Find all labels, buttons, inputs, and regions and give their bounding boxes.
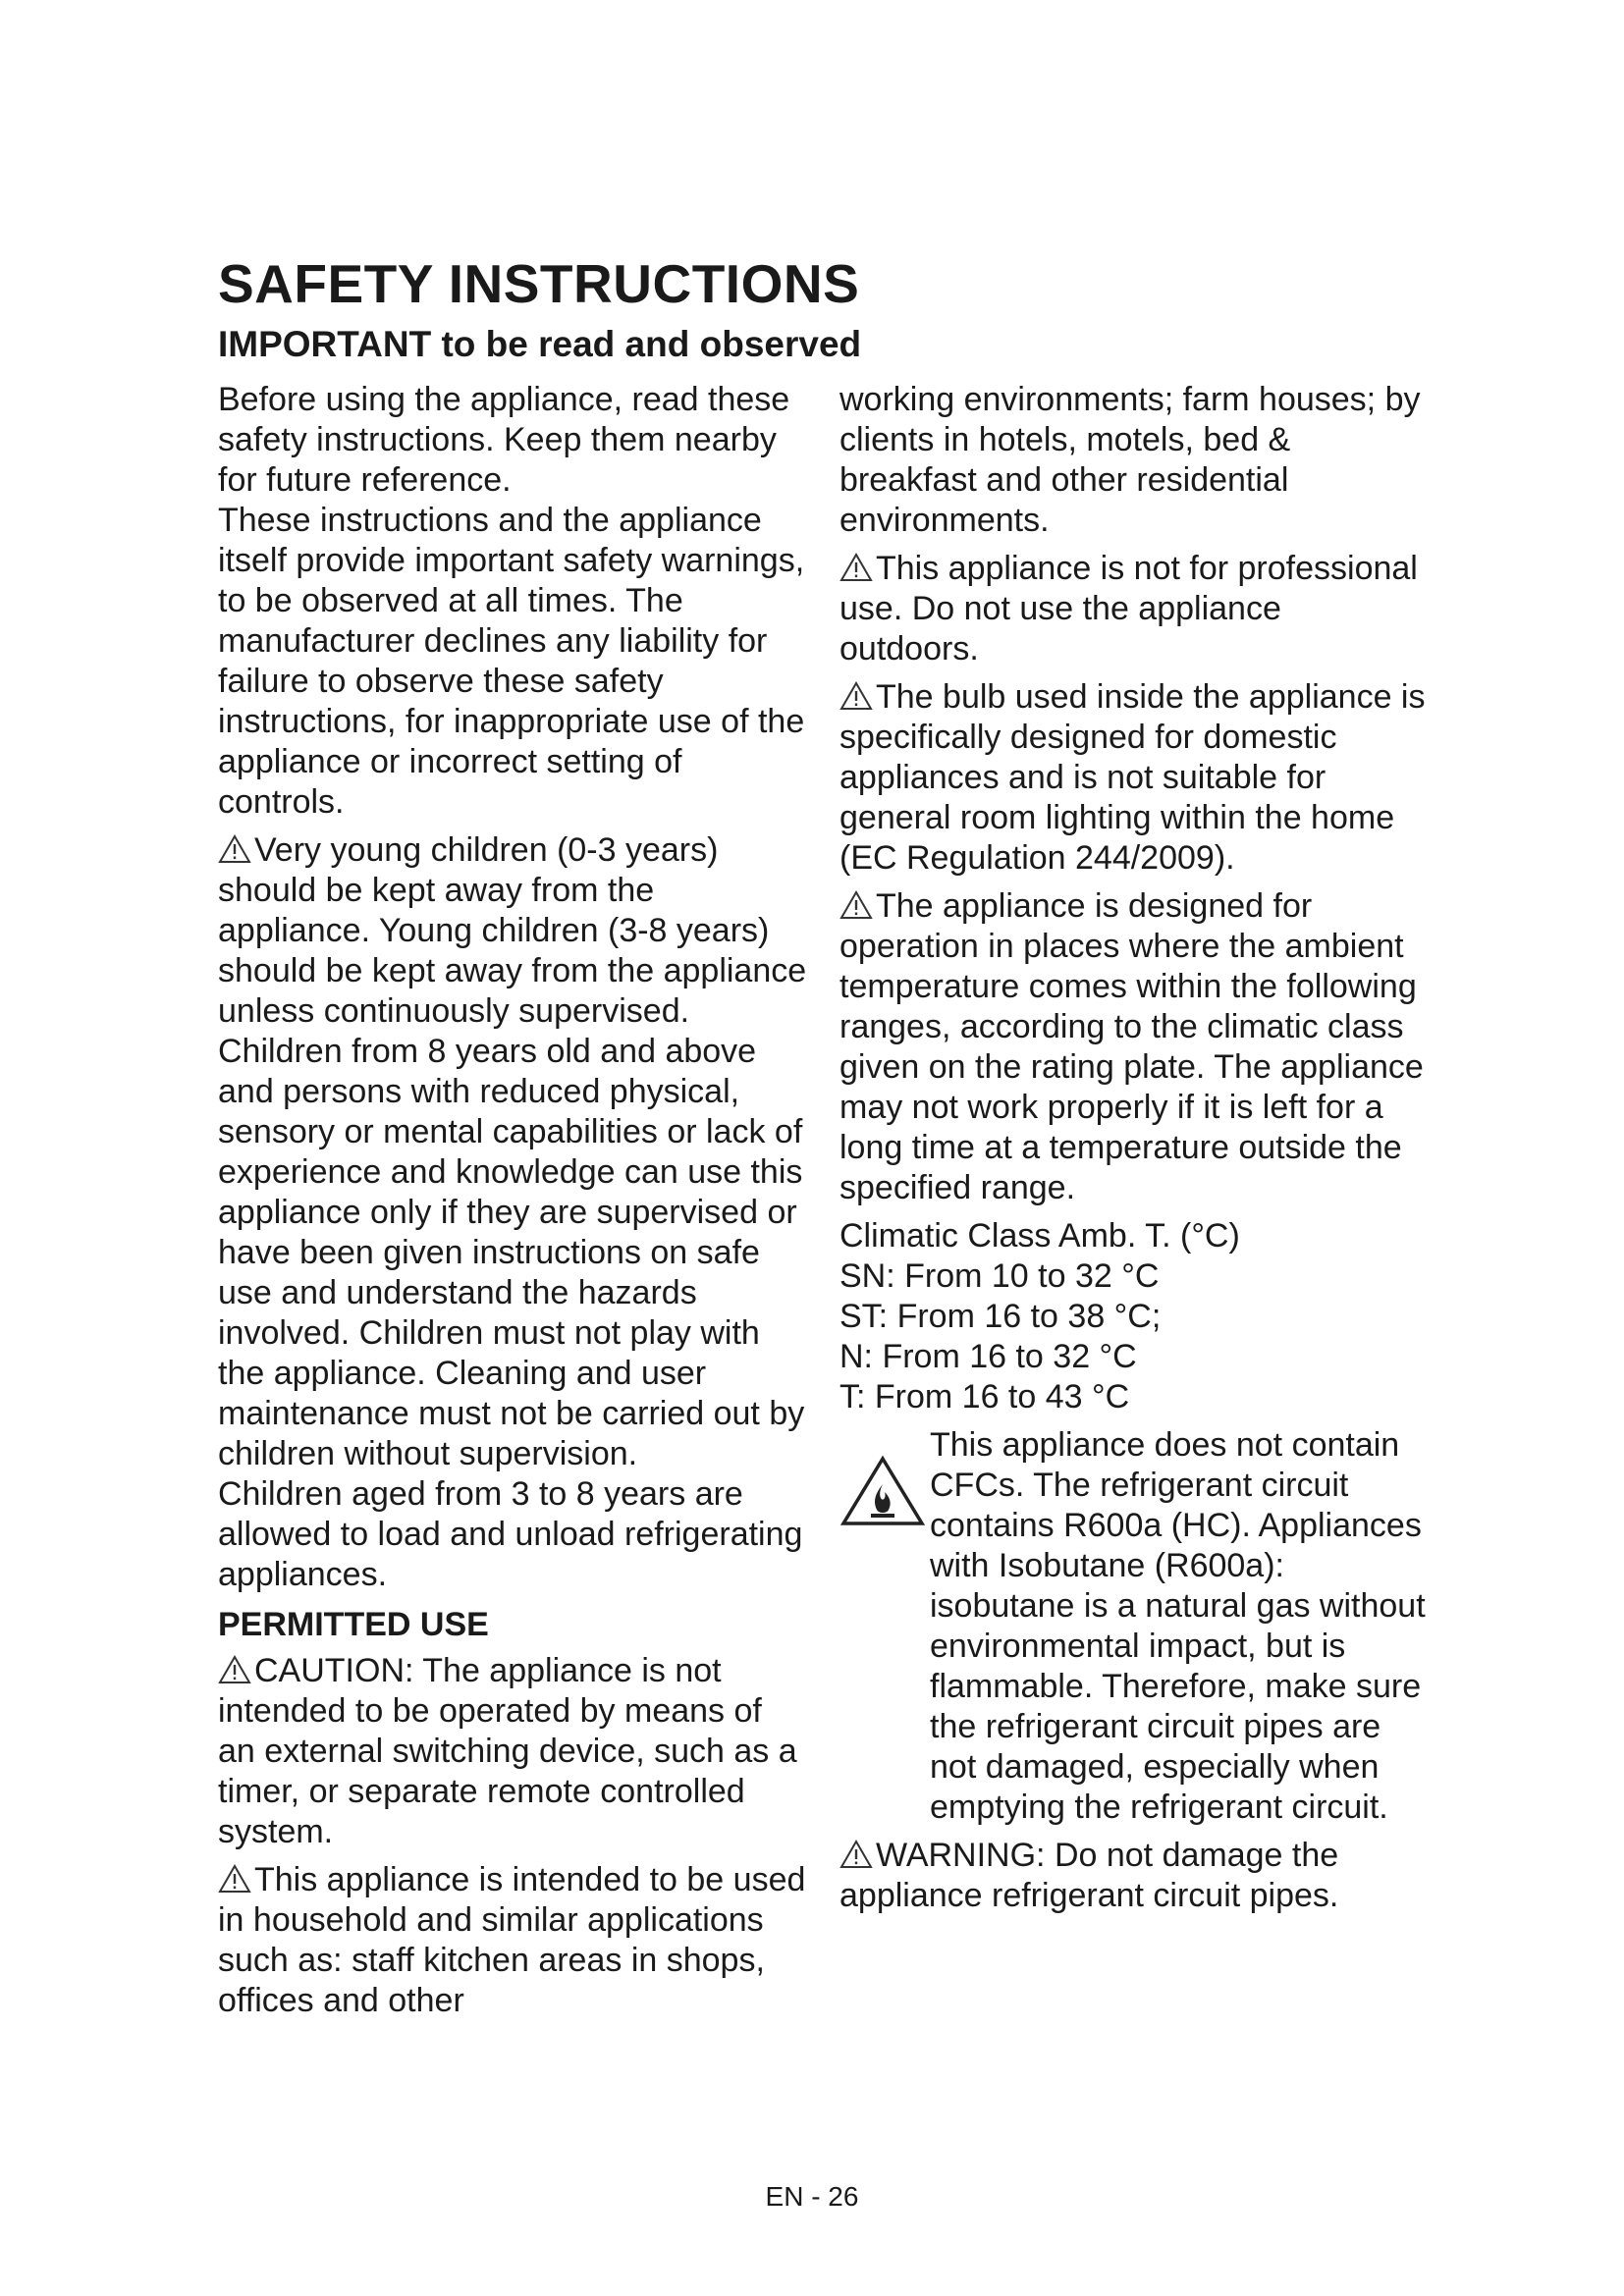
children-loading-paragraph: Children aged from 3 to 8 years are allowed to load and unload refrigerating appliances. bbox=[218, 1475, 803, 1593]
flammable-warning-icon bbox=[839, 1455, 926, 1527]
climatic-class-row: N: From 16 to 32 °C bbox=[839, 1338, 1137, 1375]
not-professional-paragraph bbox=[839, 549, 1429, 669]
household-use-paragraph bbox=[218, 1860, 807, 2021]
climatic-class-table bbox=[839, 1216, 1429, 1417]
warning-icon bbox=[218, 1864, 251, 1894]
not-professional-text: This appliance is not for professional use. Do not use the appliance outdoors. bbox=[839, 550, 1418, 667]
climatic-class-row: T: From 16 to 43 °C bbox=[839, 1378, 1130, 1415]
climatic-class-row: SN: From 10 to 32 °C bbox=[839, 1257, 1160, 1295]
warning-icon bbox=[839, 681, 873, 711]
children-warning bbox=[218, 830, 807, 1474]
liability-paragraph: These instructions and the appliance itself provide important safety warnings, to be observed at all times. The manufacturer declines any liability for failure to observe these safety instructions, for inappropriate use of the appliance or incorrect setting of controls. bbox=[218, 502, 805, 821]
pipes-warning-paragraph bbox=[839, 1836, 1429, 1916]
warning-icon bbox=[218, 1655, 251, 1684]
pipes-warning-text: WARNING: Do not damage the appliance refrigerant circuit pipes. bbox=[839, 1837, 1339, 1914]
household-use-text: This appliance is intended to be used in household and similar applications such as: staff kitchen areas in shops, offices and other bbox=[218, 1861, 806, 2019]
warning-icon bbox=[218, 834, 251, 864]
page-title: SAFETY INSTRUCTIONS bbox=[218, 253, 860, 314]
warning-icon bbox=[839, 553, 873, 582]
bulb-paragraph bbox=[839, 677, 1429, 879]
cfc-block bbox=[839, 1425, 1429, 1828]
page-subtitle: IMPORTANT to be read and observed bbox=[218, 324, 862, 364]
warning-icon bbox=[839, 1840, 873, 1869]
bulb-text: The bulb used inside the appliance is specifically designed for domestic appliances and is not suitable for general room lighting within the home (EC Regulation 244/2009). bbox=[839, 678, 1426, 877]
intro-paragraph: Before using the appliance, read these safety instructions. Keep them nearby for future reference. bbox=[218, 381, 790, 499]
children-warning-text: Very young children (0-3 years) should be kept away from the appliance. Young children (3-8 years) should be kept away from the appliance unless continuously supervised. Children from 8 years old and above and persons with reduced physical, sensory or mental capabilities or lack of experience and knowledge can use this appliance only if they are supervised or have been given instructions on safe use and understand the hazards involved. Children must not play with the appliance. Cleaning and user maintenance must not be carried out by children without supervision. bbox=[218, 831, 807, 1472]
caution-paragraph bbox=[218, 1651, 807, 1852]
climatic-class-header: Climatic Class Amb. T. (°C) bbox=[839, 1217, 1240, 1255]
cfc-text: This appliance does not contain CFCs. The refrigerant circuit contains R600a (HC). Appliances with Isobutane (R600a): isobutane is a natural gas without environmental impact, but is flammable. Therefore, make sure the refrigerant circuit pipes are not damaged, especially when emptying the refrigerant circuit. bbox=[930, 1426, 1426, 1826]
permitted-use-heading: PERMITTED USE bbox=[218, 1606, 489, 1643]
left-column bbox=[218, 380, 807, 2029]
household-use-continued: working environments; farm houses; by clients in hotels, motels, bed & breakfast and other residential environments. bbox=[839, 381, 1421, 539]
page-number: EN - 26 bbox=[765, 2181, 859, 2212]
ambient-paragraph bbox=[839, 886, 1429, 1208]
warning-icon bbox=[839, 890, 873, 920]
climatic-class-row: ST: From 16 to 38 °C; bbox=[839, 1298, 1162, 1335]
caution-text: CAUTION: The appliance is not intended to be operated by means of an external switching device, such as a timer, or separate remote controlled system. bbox=[218, 1652, 797, 1850]
right-column bbox=[839, 380, 1429, 1924]
ambient-text: The appliance is designed for operation in places where the ambient temperature comes within the following ranges, according to the climatic class given on the rating plate. The appliance may not work properly if it is left for a long time at a temperature outside the specified range. bbox=[839, 887, 1424, 1206]
